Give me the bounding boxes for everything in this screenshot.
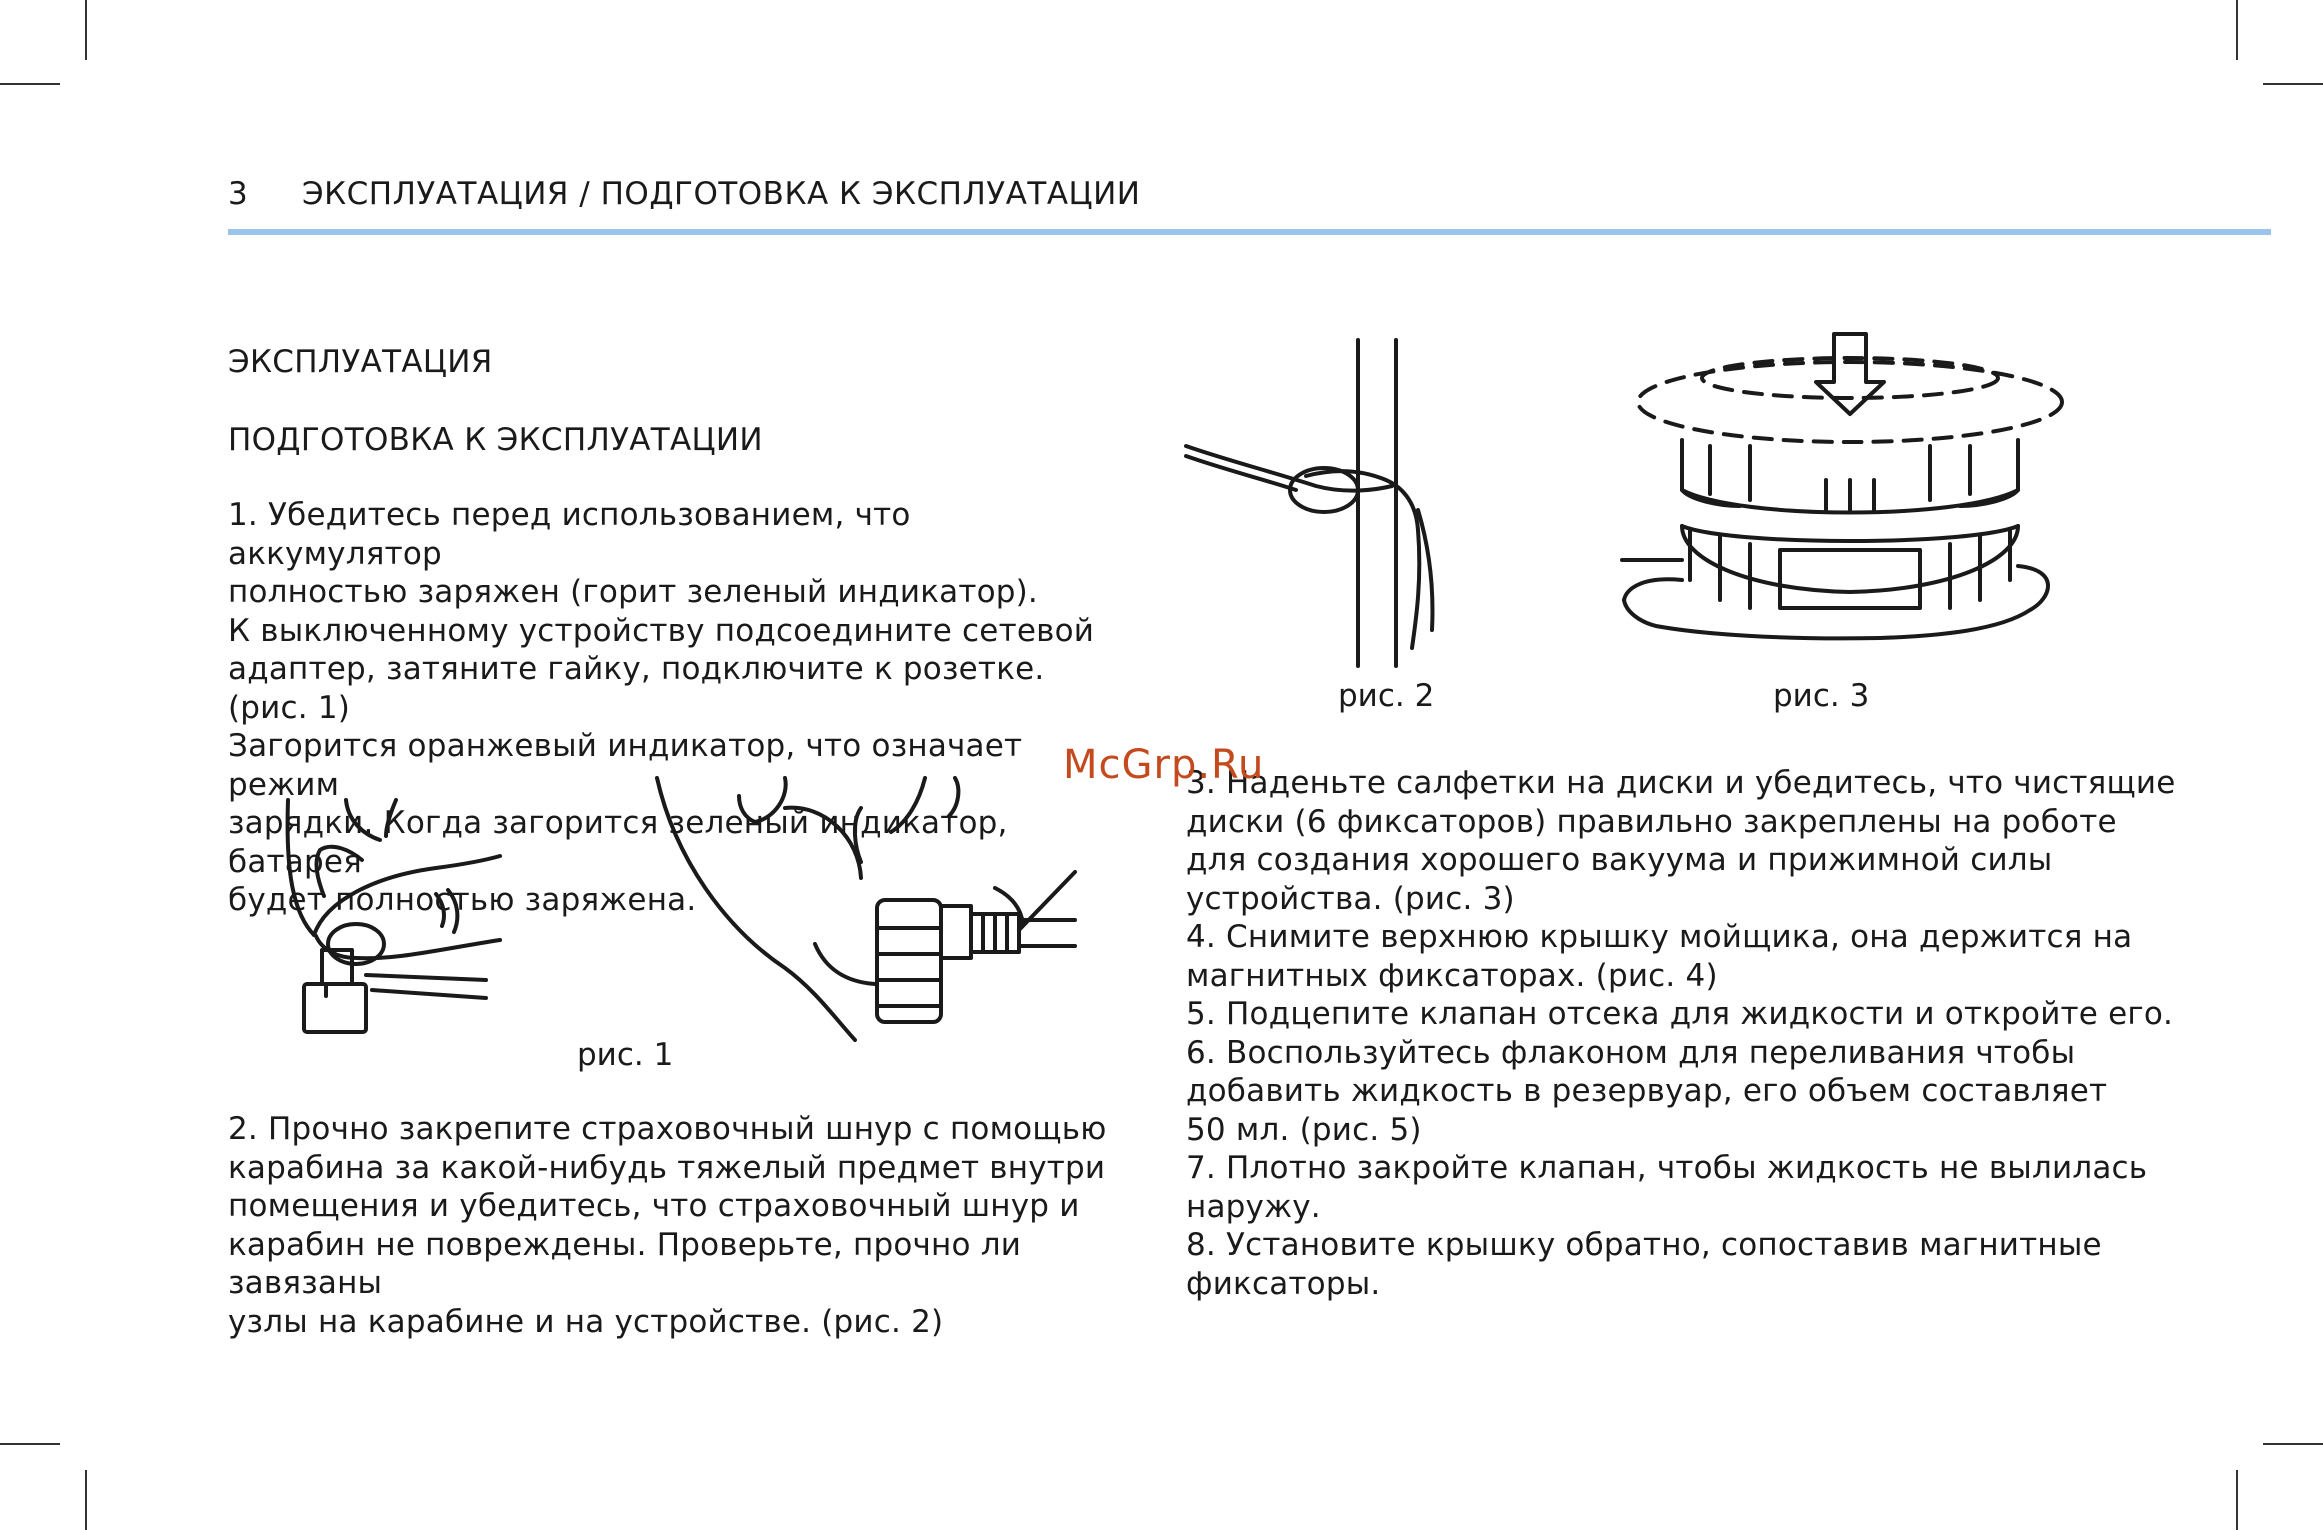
step-1-text: 1. Убедитесь перед использованием, что аккумулятор полностью заряжен (горит зеленый индикатор). К выключенному устройству подсоедините сетевой адаптер, затяните гайку, подключите к розетке. (рис. 1) Загорится оранжевый индикатор, что означает режим зарядки. Когда загорится зеленый индикатор, батарея будет полностью заряжена. (228, 497, 1095, 918)
crop-mark (2236, 1470, 2238, 1530)
subsection-title: ПОДГОТОВКА К ЭКСПЛУАТАЦИИ (228, 422, 763, 458)
crop-mark (85, 1470, 87, 1530)
figure-3-illustration (1620, 330, 2050, 670)
figure-2-illustration (1186, 340, 1446, 670)
page-number: 3 (228, 176, 249, 212)
figure-1-caption: рис. 1 (577, 1037, 674, 1073)
step-2-text: 2. Прочно закрепите страховочный шнур с помощью карабина за какой-нибудь тяжелый предмет внутри помещения и убедитесь, что страховочный шнур и карабин не повреждены. Проверьте, прочно ли завязаны узлы на карабине и на устройстве. (рис. 2) (228, 1111, 1107, 1340)
section-title: ЭКСПЛУАТАЦИЯ (228, 344, 493, 380)
figure-1-left-illustration (286, 800, 506, 1062)
crop-mark (0, 1443, 60, 1445)
figure-3-caption: рис. 3 (1773, 678, 1870, 714)
crop-mark (2263, 83, 2323, 85)
watermark: McGrp.Ru (1063, 742, 1265, 788)
header-rule (228, 229, 2271, 235)
figure-2-caption: рис. 2 (1338, 678, 1435, 714)
steps-3-8-text: 3. Наденьте салфетки на диски и убедитесь, что чистящие диски (6 фиксаторов) правильно закреплены на роботе для создания хорошего вакуума и прижимной силы устройства. (рис. 3) 4. Снимите верхнюю крышку мойщика, она держится на магнитных фиксаторах. (рис. 4) 5. Подцепите клапан отсека для жидкости и откройте его. 6. Воспользуйтесь флаконом для переливания чтобы добавить жидкость в резервуар, его объем составляет 50 мл. (рис. 5) 7. Плотно закройте клапан, чтобы жидкость не вылилась наружу. 8. Установите крышку обратно, сопоставив магнитные фиксаторы. (1186, 765, 2176, 1302)
crop-mark (0, 83, 60, 85)
header-title: ЭКСПЛУАТАЦИЯ / ПОДГОТОВКА К ЭКСПЛУАТАЦИИ (302, 176, 1141, 212)
crop-mark (2263, 1443, 2323, 1445)
crop-mark (2236, 0, 2238, 60)
figure-1-right-illustration (655, 778, 1075, 1040)
crop-mark (85, 0, 87, 60)
